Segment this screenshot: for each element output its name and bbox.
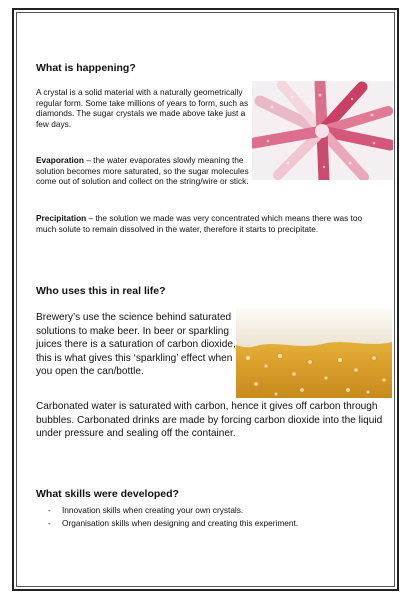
precipitation-text: – the solution we made was very concentrated which means there was too much solute to remain dissolved in the water, therefore it starts to precipitate.: [36, 213, 363, 234]
section-heading-what-is-happening: What is happening?: [36, 62, 136, 74]
skills-list: [36, 504, 386, 530]
precipitation-paragraph: [36, 213, 382, 234]
evaporation-term: Evaporation: [36, 155, 84, 165]
section-heading-skills: What skills were developed?: [36, 488, 179, 500]
document-page: [12, 8, 399, 591]
evaporation-text: – the water evaporates slowly meaning the solution becomes more saturated, so the sugar molecules come out of solution and collect on the string/wire or stick.: [36, 155, 249, 186]
list-item: - Organisation skills when designing and creating this experiment.: [36, 517, 386, 530]
list-item: - Innovation skills when creating your own crystals.: [36, 504, 386, 517]
precipitation-term: Precipitation: [36, 213, 87, 223]
brewery-paragraph: Brewery’s use the science behind saturated solutions to make beer. In beer or sparkling juices there is a saturation of carbon dioxide, this is what gives this ‘sparkling’ effect when you open the can/bottle.: [36, 312, 236, 378]
section-heading-who-uses-this: Who uses this in real life?: [36, 285, 166, 297]
beer-bubbles-image: [236, 308, 392, 398]
carbonated-water-paragraph: Carbonated water is saturated with carbon, hence it gives off carbon through bubbles. Carbonated drinks are made by forcing carbon dioxide into the liquid under pressure and sealing off the container.: [36, 401, 383, 440]
crystal-intro-paragraph: A crystal is a solid material with a naturally geometrically regular form. Some take millions of years to form, such as diamonds. The sugar crystals we made above take just a few days.: [36, 87, 249, 129]
sugar-crystals-image: [252, 81, 393, 180]
evaporation-paragraph: [36, 155, 258, 187]
